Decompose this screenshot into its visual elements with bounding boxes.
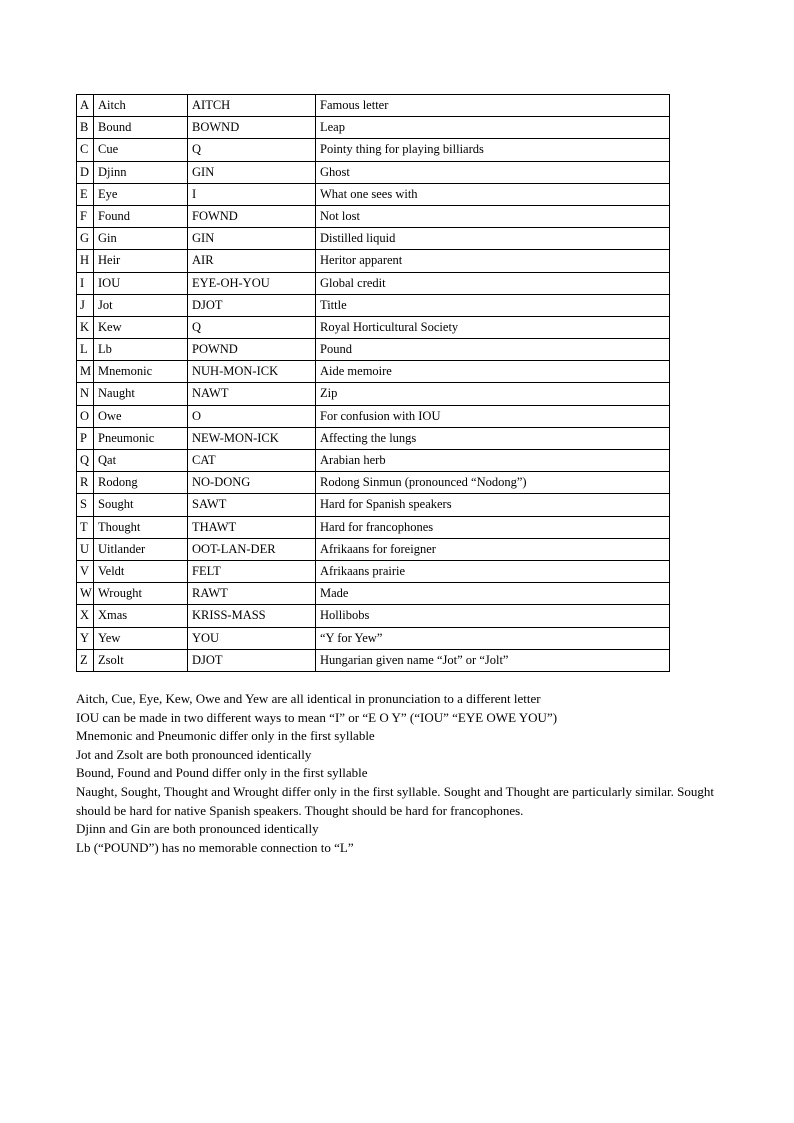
table-row (77, 361, 670, 383)
table-cell-word: Djinn (94, 161, 188, 183)
table-cell-letter: X (77, 605, 94, 627)
table-row (77, 649, 670, 671)
table-cell-description: Heritor apparent (316, 250, 670, 272)
table-row (77, 383, 670, 405)
table-cell-word: Qat (94, 450, 188, 472)
table-cell-letter: R (77, 472, 94, 494)
table-cell-description: Aide memoire (316, 361, 670, 383)
table-cell-pronunciation: FELT (188, 560, 316, 582)
table-row (77, 95, 670, 117)
table-cell-pronunciation: FOWND (188, 205, 316, 227)
table-cell-letter: T (77, 516, 94, 538)
table-cell-letter: H (77, 250, 94, 272)
table-cell-description: “Y for Yew” (316, 627, 670, 649)
table-cell-pronunciation: KRISS-MASS (188, 605, 316, 627)
table-cell-pronunciation: OOT-LAN-DER (188, 538, 316, 560)
table-cell-pronunciation: GIN (188, 161, 316, 183)
note-line: Jot and Zsolt are both pronounced identically (76, 746, 312, 762)
table-cell-letter: C (77, 139, 94, 161)
table-cell-letter: B (77, 117, 94, 139)
note-line: Naught, Sought, Thought and Wrought differ only in the first syllable. Sought and Thought are particularly similar. Sought should be hard for native Spanish speakers. Thought should be hard for francophones. (76, 783, 714, 818)
table-cell-letter: S (77, 494, 94, 516)
table-cell-pronunciation: Q (188, 139, 316, 161)
table-row (77, 405, 670, 427)
table-row (77, 627, 670, 649)
table-row (77, 560, 670, 582)
table-cell-word: Rodong (94, 472, 188, 494)
table-row (77, 516, 670, 538)
table-cell-pronunciation: CAT (188, 450, 316, 472)
table-row (77, 316, 670, 338)
table-cell-description: Hungarian given name “Jot” or “Jolt” (316, 649, 670, 671)
table-cell-letter: V (77, 560, 94, 582)
table-row (77, 605, 670, 627)
table-row (77, 117, 670, 139)
table-cell-description: Afrikaans prairie (316, 560, 670, 582)
note-line: IOU can be made in two different ways to mean “I” or “E O Y” (“IOU” “EYE OWE YOU”) (76, 709, 558, 725)
table-cell-pronunciation: SAWT (188, 494, 316, 516)
table-cell-pronunciation: DJOT (188, 294, 316, 316)
letter-mnemonics-table (76, 94, 670, 672)
table-cell-letter: G (77, 228, 94, 250)
table-cell-description: Pound (316, 339, 670, 361)
table-cell-word: Naught (94, 383, 188, 405)
table-cell-word: Uitlander (94, 538, 188, 560)
table-cell-word: Kew (94, 316, 188, 338)
table-cell-description: Famous letter (316, 95, 670, 117)
table-cell-letter: Q (77, 450, 94, 472)
table-cell-description: Hard for francophones (316, 516, 670, 538)
table-row (77, 494, 670, 516)
table-cell-letter: W (77, 583, 94, 605)
table-cell-letter: Y (77, 627, 94, 649)
table-cell-letter: P (77, 427, 94, 449)
table-row (77, 139, 670, 161)
table-cell-word: Aitch (94, 95, 188, 117)
table-cell-word: Zsolt (94, 649, 188, 671)
note-line: Bound, Found and Pound differ only in the first syllable (76, 765, 368, 781)
table-row (77, 427, 670, 449)
table-cell-word: Gin (94, 228, 188, 250)
note-line: Mnemonic and Pneumonic differ only in the first syllable (76, 728, 375, 744)
table-row (77, 183, 670, 205)
table-cell-pronunciation: EYE-OH-YOU (188, 272, 316, 294)
table-cell-word: Xmas (94, 605, 188, 627)
table-cell-description: Royal Horticultural Society (316, 316, 670, 338)
table-cell-pronunciation: AIR (188, 250, 316, 272)
table-cell-letter: N (77, 383, 94, 405)
table-cell-pronunciation: THAWT (188, 516, 316, 538)
table-cell-description: Leap (316, 117, 670, 139)
table-row (77, 228, 670, 250)
table-cell-letter: I (77, 272, 94, 294)
table-row (77, 339, 670, 361)
table-cell-description: Made (316, 583, 670, 605)
table-cell-description: Tittle (316, 294, 670, 316)
table-cell-letter: L (77, 339, 94, 361)
table-cell-description: Rodong Sinmun (pronounced “Nodong”) (316, 472, 670, 494)
table-cell-letter: K (77, 316, 94, 338)
table-cell-pronunciation: I (188, 183, 316, 205)
note-line: Aitch, Cue, Eye, Kew, Owe and Yew are all identical in pronunciation to a different letter (76, 691, 541, 706)
table-cell-description: Hard for Spanish speakers (316, 494, 670, 516)
table-cell-pronunciation: NAWT (188, 383, 316, 405)
table-cell-word: Eye (94, 183, 188, 205)
table-cell-word: Bound (94, 117, 188, 139)
table-cell-pronunciation: O (188, 405, 316, 427)
table-cell-word: Wrought (94, 583, 188, 605)
table-cell-description: Pointy thing for playing billiards (316, 139, 670, 161)
table-cell-letter: O (77, 405, 94, 427)
table-cell-pronunciation: BOWND (188, 117, 316, 139)
table-cell-description: Distilled liquid (316, 228, 670, 250)
table-cell-letter: F (77, 205, 94, 227)
table-cell-letter: J (77, 294, 94, 316)
table-cell-pronunciation: RAWT (188, 583, 316, 605)
table-row (77, 538, 670, 560)
table-cell-letter: A (77, 95, 94, 117)
table-cell-word: IOU (94, 272, 188, 294)
table-cell-word: Pneumonic (94, 427, 188, 449)
table-cell-pronunciation: NUH-MON-ICK (188, 361, 316, 383)
table-cell-word: Lb (94, 339, 188, 361)
table-cell-word: Cue (94, 139, 188, 161)
notes-block (76, 690, 721, 857)
note-line: Djinn and Gin are both pronounced identically (76, 821, 319, 837)
table-cell-description: Hollibobs (316, 605, 670, 627)
table-cell-description: Not lost (316, 205, 670, 227)
table-cell-pronunciation: GIN (188, 228, 316, 250)
table-row (77, 205, 670, 227)
table-row (77, 583, 670, 605)
table-cell-pronunciation: POWND (188, 339, 316, 361)
table-row (77, 272, 670, 294)
table-cell-letter: D (77, 161, 94, 183)
table-cell-word: Owe (94, 405, 188, 427)
table-cell-pronunciation: YOU (188, 627, 316, 649)
table-cell-letter: E (77, 183, 94, 205)
table-cell-word: Found (94, 205, 188, 227)
table-cell-word: Heir (94, 250, 188, 272)
table-cell-pronunciation: NEW-MON-ICK (188, 427, 316, 449)
table-cell-description: Affecting the lungs (316, 427, 670, 449)
table-row (77, 161, 670, 183)
table-cell-pronunciation: DJOT (188, 649, 316, 671)
table-cell-word: Sought (94, 494, 188, 516)
table-row (77, 250, 670, 272)
table-cell-word: Thought (94, 516, 188, 538)
table-cell-letter: M (77, 361, 94, 383)
table-cell-description: For confusion with IOU (316, 405, 670, 427)
table-cell-word: Yew (94, 627, 188, 649)
table-cell-description: Afrikaans for foreigner (316, 538, 670, 560)
table-cell-word: Jot (94, 294, 188, 316)
table-cell-letter: U (77, 538, 94, 560)
table-cell-description: Zip (316, 383, 670, 405)
table-cell-word: Mnemonic (94, 361, 188, 383)
table-cell-pronunciation: Q (188, 316, 316, 338)
table-cell-word: Veldt (94, 560, 188, 582)
table-body (77, 95, 670, 672)
table-cell-pronunciation: AITCH (188, 95, 316, 117)
table-cell-letter: Z (77, 649, 94, 671)
note-line: Lb (“POUND”) has no memorable connection to “L” (76, 839, 354, 855)
table-cell-description: Arabian herb (316, 450, 670, 472)
table-row (77, 472, 670, 494)
table-cell-pronunciation: NO-DONG (188, 472, 316, 494)
table-cell-description: What one sees with (316, 183, 670, 205)
table-cell-description: Ghost (316, 161, 670, 183)
table-row (77, 450, 670, 472)
table-cell-description: Global credit (316, 272, 670, 294)
table-row (77, 294, 670, 316)
